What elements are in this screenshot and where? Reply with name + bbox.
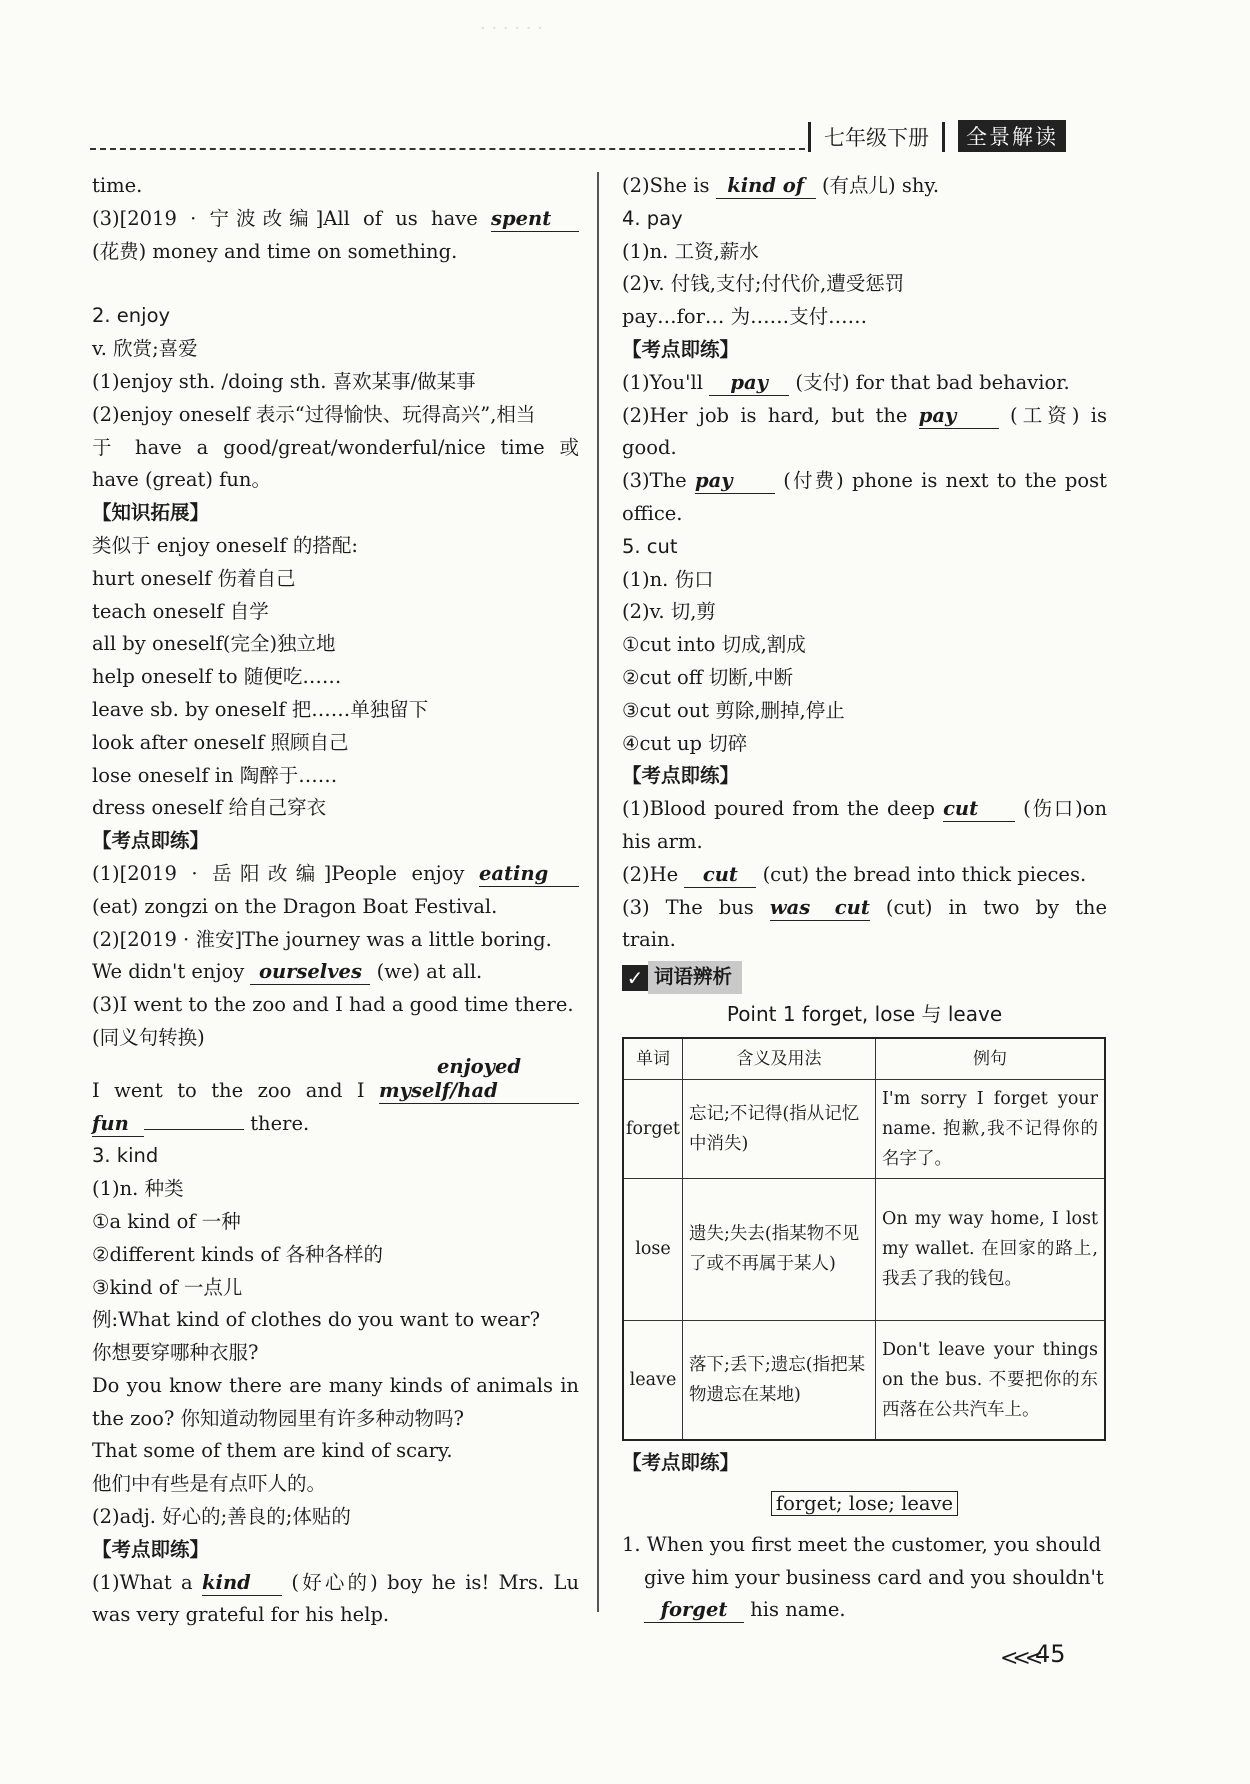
section-heading: 【考点即练】 (92, 1537, 210, 1561)
usage: (2)enjoy oneself 表示“过得愉快、玩得高兴”,相当 (92, 402, 536, 426)
exercise-line: his arm. (622, 829, 703, 853)
exercise-line: (1)[2019 · 岳阳改编]People enjoy eating (92, 858, 579, 891)
column-header: 例句 (875, 1038, 1105, 1080)
section-heading: 【考点即练】 (622, 764, 740, 788)
entry-heading-pay: 4. pay (622, 206, 683, 230)
definition: (1)n. 种类 (92, 1177, 184, 1201)
exercise-line: (花费) money and time on something. (92, 239, 458, 263)
entry-heading-kind: 3. kind (92, 1144, 159, 1168)
column-header: 单词 (623, 1038, 682, 1080)
table-row (623, 1079, 1105, 1178)
page-number: 45 (1035, 1640, 1066, 1668)
exercise-line: office. (622, 501, 683, 525)
word-box: forget; lose; leave (622, 1488, 1107, 1521)
ext-item: lose oneself in 陶醉于…… (92, 763, 338, 787)
table-cell-word: forget (623, 1079, 682, 1178)
ext-item: leave sb. by oneself 把……单独留下 (92, 697, 429, 721)
usage: ①cut into 切成,割成 (622, 633, 806, 657)
usage: ②different kinds of 各种各样的 (92, 1242, 384, 1266)
header-bar (808, 122, 811, 152)
table-cell-example: Don't leave your things on the bus. 不要把你的东西落在公共汽车上。 (875, 1320, 1105, 1440)
answer-blank: kind of (716, 174, 816, 199)
answer-blank: pay (695, 469, 775, 494)
answer-blank: forget (644, 1598, 744, 1623)
usage: 于 have a good/great/wonderful/nice time 或 (92, 435, 579, 459)
table-header-row (623, 1038, 1105, 1080)
definition: (1)n. 工资,薪水 (622, 239, 759, 263)
example: 例:What kind of clothes do you want to wear? (92, 1308, 541, 1332)
comparison-table (622, 1037, 1106, 1442)
usage: ③kind of 一点儿 (92, 1275, 243, 1299)
usage: pay…for… 为……支付…… (622, 305, 868, 329)
continued-text: time. (92, 174, 143, 197)
exercise-line: (1)What a kind (好心的) boy he is! Mrs. Lu (92, 1570, 580, 1594)
grade-label: 七年级下册 (824, 126, 929, 150)
faint-header-bleed: · · · · · · (480, 18, 543, 39)
ext-item: all by oneself(完全)独立地 (92, 632, 336, 656)
table-cell-example: On my way home, I lost my wallet. 在回家的路上,我丢了我的钱包。 (875, 1178, 1105, 1320)
analysis-heading: ✓ 词语辨析 (622, 961, 1107, 994)
exercise-line: (2)Her job is hard, but the pay (工资) is (622, 403, 1108, 427)
exercise-line: 1. When you first meet the customer, you should (622, 1532, 1102, 1556)
answer-blank: was cut (769, 895, 870, 919)
answer-blank: cut (943, 797, 1015, 822)
header-bar (942, 122, 945, 152)
usage: ④cut up 切碎 (622, 731, 748, 755)
exercise-line: give him your business card and you shouldn't (644, 1565, 1104, 1589)
table-cell-word: lose (623, 1178, 682, 1320)
usage: ②cut off 切断,中断 (622, 665, 793, 689)
exercise-line: fun there. (92, 1111, 310, 1135)
ext-item: teach oneself 自学 (92, 599, 269, 623)
table-cell-word: leave (623, 1320, 682, 1440)
usage: ①a kind of 一种 (92, 1209, 241, 1233)
exercise-line: forget his name. (622, 1594, 1107, 1627)
table-row (623, 1320, 1105, 1440)
answer-blank: cut (684, 863, 756, 888)
section-label: 全景解读 (958, 120, 1066, 152)
answer-blank: eating (479, 862, 579, 887)
definition: (1)n. 伤口 (622, 567, 714, 591)
left-column (92, 170, 579, 1632)
ext-item: hurt oneself 伤着自己 (92, 566, 296, 590)
example: That some of them are kind of scary. (92, 1439, 453, 1463)
page-header (90, 118, 1110, 158)
checkmark-icon: ✓ (622, 965, 648, 991)
exercise-line: We didn't enjoy ourselves (we) at all. (92, 960, 483, 984)
section-heading: 【知识拓展】 (92, 501, 210, 525)
ext-item: look after oneself 照顾自己 (92, 730, 349, 754)
example: 你想要穿哪种衣服? (92, 1341, 259, 1365)
table-cell-example: I'm sorry I forget your name. 抱歉,我不记得你的名字了。 (875, 1079, 1105, 1178)
page-arrows-icon: <<< (1000, 1646, 1038, 1671)
answer-blank: pay (709, 371, 789, 396)
answer-blank: spent (491, 207, 579, 232)
exercise-line: (3) The bus was cut (cut) in two by the (622, 895, 1108, 919)
definition: v. 欣赏;喜爱 (92, 337, 198, 361)
exercise-line: (3)[2019 · 宁波改编]All of us have spent (92, 203, 579, 236)
entry-heading-cut: 5. cut (622, 534, 678, 558)
answer-blank: enjoyed myself/had (379, 1055, 579, 1104)
point-title: Point 1 forget, lose 与 leave (726, 1001, 1003, 1026)
ext-item: dress oneself 给自己穿衣 (92, 796, 327, 820)
exercise-line: (2)He cut (cut) the bread into thick pieces. (622, 862, 1087, 886)
right-column (622, 170, 1107, 1627)
ext-intro: 类似于 enjoy oneself 的搭配: (92, 533, 358, 557)
exercise-line: (2)[2019 · 淮安]The journey was a little boring. (92, 927, 552, 951)
example: the zoo? 你知道动物园里有许多种动物吗? (92, 1406, 464, 1430)
section-heading: 【考点即练】 (622, 1451, 740, 1475)
table-cell-meaning: 落下;丢下;遗忘(指把某物遗忘在某地) (682, 1320, 875, 1440)
table-cell-meaning: 遗失;失去(指某物不见了或不再属于某人) (682, 1178, 875, 1320)
definition: (2)adj. 好心的;善良的;体贴的 (92, 1505, 351, 1529)
exercise-line: I went to the zoo and I enjoyed myself/had (92, 1055, 579, 1108)
definition: (2)v. 付钱,支付;付代价,遭受惩罚 (622, 272, 905, 296)
column-divider (597, 172, 599, 1612)
exercise-line: (eat) zongzi on the Dragon Boat Festival. (92, 894, 498, 918)
exercise-line: (3)I went to the zoo and I had a good time there. (92, 993, 574, 1017)
answer-blank: ourselves (250, 960, 370, 985)
exercise-line: (1)You'll pay (支付) for that bad behavior. (622, 370, 1070, 394)
header-dashed-rule (90, 148, 805, 150)
table-cell-meaning: 忘记;不记得(指从记忆中消失) (682, 1079, 875, 1178)
entry-heading-enjoy: 2. enjoy (92, 304, 171, 328)
exercise-line: train. (622, 928, 676, 952)
column-header: 含义及用法 (682, 1038, 875, 1080)
answer-blank: fun (92, 1112, 144, 1137)
section-heading: 【考点即练】 (622, 337, 740, 361)
exercise-line: (同义句转换) (92, 1025, 205, 1049)
answer-blank: kind (202, 1571, 282, 1596)
section-heading: 【考点即练】 (92, 829, 210, 853)
table-row (623, 1178, 1105, 1320)
usage: ③cut out 剪除,删掉,停止 (622, 698, 845, 722)
example: Do you know there are many kinds of animals in (92, 1373, 579, 1397)
definition: (2)v. 切,剪 (622, 600, 716, 624)
exercise-line: (3)The pay (付费) phone is next to the post (622, 469, 1108, 493)
example: 他们中有些是有点吓人的。 (92, 1472, 327, 1496)
exercise-line: was very grateful for his help. (92, 1603, 390, 1627)
answer-blank: pay (919, 404, 999, 429)
exercise-line: good. (622, 436, 677, 460)
usage: have (great) fun。 (92, 468, 271, 492)
exercise-line: (2)She is kind of (有点儿) shy. (622, 174, 940, 197)
usage: (1)enjoy sth. /doing sth. 喜欢某事/做某事 (92, 369, 476, 393)
exercise-line: (1)Blood poured from the deep cut (伤口)on (622, 797, 1108, 821)
ext-item: help oneself to 随便吃…… (92, 665, 342, 689)
